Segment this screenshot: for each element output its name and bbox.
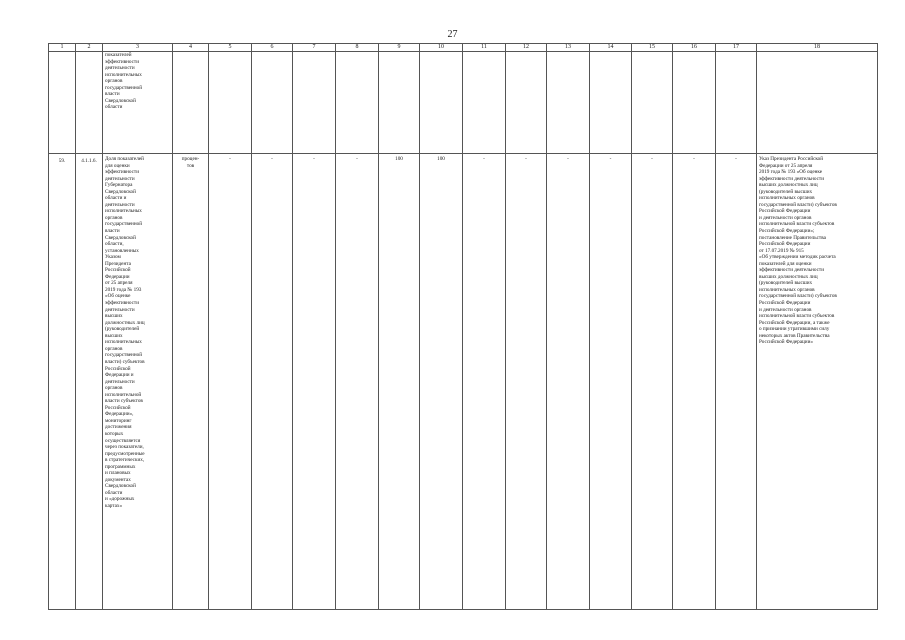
column-number-15: 15 bbox=[632, 44, 673, 52]
column-number-row bbox=[49, 44, 878, 52]
table-cell bbox=[293, 154, 336, 610]
table-cell bbox=[49, 52, 76, 154]
cell-text: 4.1.1.6. bbox=[81, 158, 97, 164]
column-number-8: 8 bbox=[336, 44, 379, 52]
cell-text: - bbox=[693, 156, 695, 162]
cell-text: процен- тов bbox=[181, 156, 200, 169]
table-cell bbox=[547, 52, 590, 154]
table-cell bbox=[757, 154, 878, 610]
table-cell bbox=[209, 154, 252, 610]
column-number-17: 17 bbox=[716, 44, 757, 52]
table-cell bbox=[757, 52, 878, 154]
cell-text: 100 bbox=[437, 156, 445, 162]
table-cell bbox=[420, 52, 463, 154]
table-cell bbox=[673, 154, 716, 610]
column-number-1: 1 bbox=[49, 44, 76, 52]
table-cell bbox=[173, 52, 209, 154]
column-number-14: 14 bbox=[590, 44, 632, 52]
table-cell bbox=[76, 154, 103, 610]
table-cell bbox=[590, 154, 632, 610]
table-cell bbox=[420, 154, 463, 610]
table-cell bbox=[506, 154, 547, 610]
table-cell bbox=[463, 52, 506, 154]
column-number-6: 6 bbox=[252, 44, 293, 52]
cell-text: 100 bbox=[395, 156, 403, 162]
column-number-18: 18 bbox=[757, 44, 878, 52]
table-cell bbox=[252, 52, 293, 154]
table-cell bbox=[716, 154, 757, 610]
cell-text: показателей эффективности деятельности исполнительных органов государственной власти Свердловской области bbox=[105, 52, 142, 111]
column-number-3: 3 bbox=[103, 44, 173, 52]
table-cell bbox=[590, 52, 632, 154]
table-cell bbox=[506, 52, 547, 154]
table-cell bbox=[209, 52, 252, 154]
table-cell bbox=[547, 154, 590, 610]
cell-text: - bbox=[483, 156, 485, 162]
column-number-2: 2 bbox=[76, 44, 103, 52]
table-cell bbox=[632, 52, 673, 154]
table-cell bbox=[252, 154, 293, 610]
column-number-11: 11 bbox=[463, 44, 506, 52]
table-cell bbox=[76, 52, 103, 154]
column-number-9: 9 bbox=[379, 44, 420, 52]
table-cell bbox=[103, 52, 173, 154]
column-number-5: 5 bbox=[209, 44, 252, 52]
cell-text: Указ Президента Российской Федерации от 25 апреля 2019 года № 193 «Об оценке эффективности деятельности высших должностных лиц (руководителей высших исполнительных органов государственной власти) субъектов Российской Федерации и деятельности органов исполнительной власти субъектов Российской Федерации»; постановление Правительства Российской Федерации от 17.07.2019 № 915 «Об утверждении методик расчета показателей для оценки эффективности деятельности высших должностных лиц (руководителей высших исполнительных органов государственной власти) субъектов Российской Федерации и деятельности органов исполнительной власти субъектов Российской Федерации, а также о признании утратившими силу некоторых актов Правительства Российской Федерации» bbox=[759, 156, 837, 346]
table-cell bbox=[463, 154, 506, 610]
table-cell bbox=[173, 154, 209, 610]
table-cell bbox=[49, 154, 76, 610]
column-number-4: 4 bbox=[173, 44, 209, 52]
cell-text: Доля показателей для оценки эффективности деятельности Губернатора Свердловской области и деятельности исполнительных органов государственной власти Свердловской области, установленных Указом Президента Российской Федерации от 25 апреля 2019 года № 193 «Об оценке эффективности деятельности высших должностных лиц (руководителей высших исполнительных органов государственной власти) субъектов Российской Федерации и деятельности органов исполнительной власти субъектов Российской Федерации», мониторинг достижения которых осуществляется через показатели, предусмотренные в стратегических, программных и плановых документах Свердловской области и «дорожных картах» bbox=[105, 156, 145, 509]
cell-text: - bbox=[271, 156, 273, 162]
table-cell bbox=[716, 52, 757, 154]
indicators-table bbox=[48, 43, 878, 610]
table-cell bbox=[336, 52, 379, 154]
table-cell bbox=[379, 154, 420, 610]
cell-text: - bbox=[609, 156, 612, 162]
column-number-10: 10 bbox=[420, 44, 463, 52]
table-cell bbox=[379, 52, 420, 154]
cell-text: - bbox=[313, 156, 315, 162]
column-number-12: 12 bbox=[506, 44, 547, 52]
table-row bbox=[49, 154, 878, 610]
table-cell bbox=[632, 154, 673, 610]
column-number-16: 16 bbox=[673, 44, 716, 52]
table-cell bbox=[673, 52, 716, 154]
table-row bbox=[49, 52, 878, 154]
table-cell bbox=[293, 52, 336, 154]
cell-text: - bbox=[229, 156, 231, 162]
table-cell bbox=[336, 154, 379, 610]
cell-text: - bbox=[356, 156, 358, 162]
table-body bbox=[49, 44, 878, 610]
page-number: 27 bbox=[447, 29, 458, 40]
cell-text: - bbox=[567, 156, 569, 162]
cell-text: - bbox=[735, 156, 737, 162]
table-cell bbox=[103, 154, 173, 610]
column-number-13: 13 bbox=[547, 44, 590, 52]
column-number-7: 7 bbox=[293, 44, 336, 52]
cell-text: - bbox=[651, 156, 653, 162]
cell-text: 59. bbox=[58, 158, 66, 164]
cell-text: - bbox=[525, 156, 527, 162]
